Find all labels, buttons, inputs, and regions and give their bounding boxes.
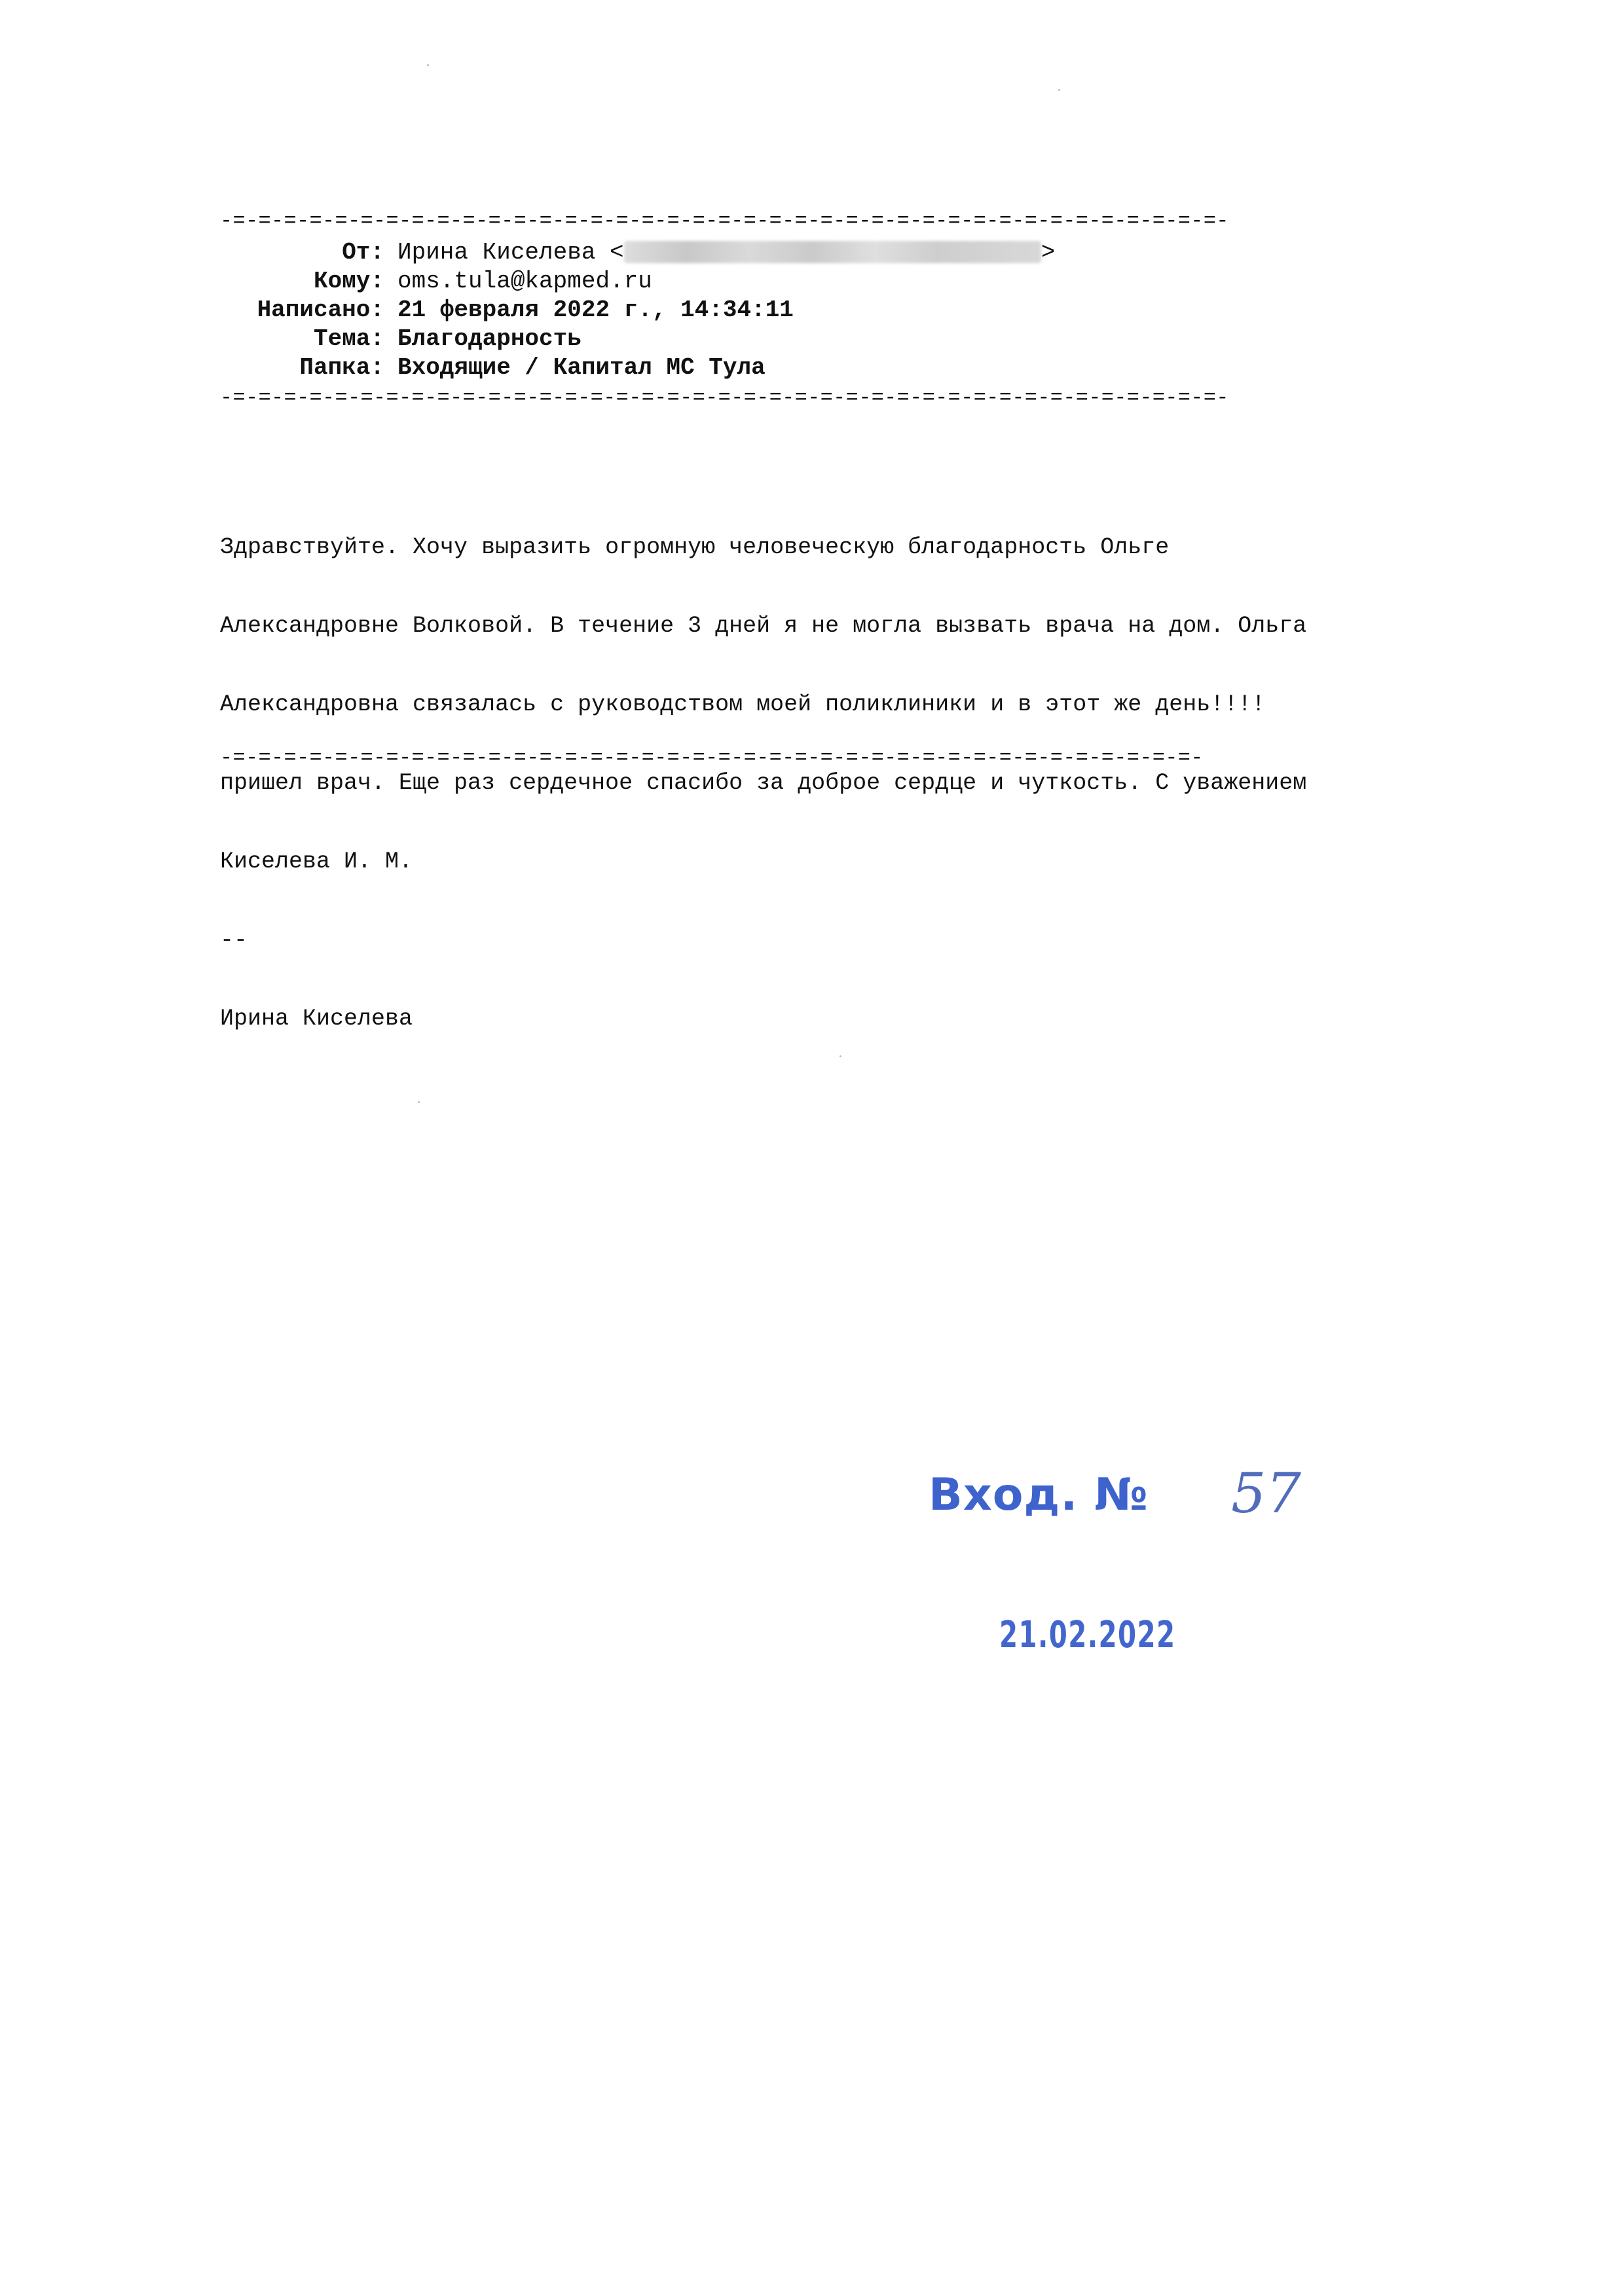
from-value	[397, 238, 1055, 267]
to-value: oms.tula@kapmed.ru	[397, 268, 652, 295]
body-line: пришел врач. Еще раз сердечное спасибо за доброе сердце и чуткость. С уважением	[220, 770, 1307, 796]
header-row-from	[220, 238, 1055, 267]
email-header	[220, 238, 1055, 382]
separator-bottom: -=-=-=-=-=-=-=-=-=-=-=-=-=-=-=-=-=-=-=-=-=-=-=-=-=-=-=-=-=-=-=-=-=-=-=-=-=-=-	[220, 746, 1204, 770]
folder-label: Папка:	[299, 354, 384, 381]
scan-speck	[427, 64, 429, 66]
signature-dashes: --	[220, 927, 248, 953]
incoming-stamp-number: 57	[1231, 1461, 1301, 1525]
scan-speck	[418, 1101, 420, 1103]
signature-name: Ирина Киселева	[220, 1006, 413, 1032]
header-row-date	[220, 296, 1055, 325]
to-label: Кому:	[313, 268, 384, 295]
scan-speck	[1058, 89, 1060, 91]
folder-value: Входящие / Капитал МС Тула	[397, 354, 766, 381]
body-line: Здравствуйте. Хочу выразить огромную человеческую благодарность Ольге	[220, 534, 1170, 560]
scan-speck	[840, 1055, 841, 1057]
header-row-folder	[220, 354, 1055, 382]
from-close-bracket: >	[1041, 239, 1056, 266]
date-label: Написано:	[257, 297, 384, 323]
body-line: Киселева И. М.	[220, 848, 413, 875]
from-label: От:	[342, 239, 384, 266]
incoming-stamp-date: 21.02.2022	[999, 1614, 1176, 1656]
body-line: Александровне Волковой. В течение 3 дней я не могла вызвать врача на дом. Ольга	[220, 613, 1307, 639]
body-line: Александровна связалась с руководством моей поликлиники и в этот же день!!!!	[220, 691, 1266, 718]
subject-label: Тема:	[313, 325, 384, 352]
redacted-email	[624, 241, 1041, 263]
incoming-stamp-label: Вход. №	[929, 1469, 1149, 1521]
header-row-subject	[220, 325, 1055, 354]
from-name: Ирина Киселева <	[397, 239, 624, 266]
separator-mid: -=-=-=-=-=-=-=-=-=-=-=-=-=-=-=-=-=-=-=-=-=-=-=-=-=-=-=-=-=-=-=-=-=-=-=-=-=-=-=-	[220, 386, 1229, 410]
email-body	[220, 482, 1464, 1084]
separator-top: -=-=-=-=-=-=-=-=-=-=-=-=-=-=-=-=-=-=-=-=-=-=-=-=-=-=-=-=-=-=-=-=-=-=-=-=-=-=-=-	[220, 209, 1229, 233]
subject-value: Благодарность	[397, 325, 581, 352]
header-row-to	[220, 267, 1055, 296]
date-value: 21 февраля 2022 г., 14:34:11	[397, 297, 794, 323]
